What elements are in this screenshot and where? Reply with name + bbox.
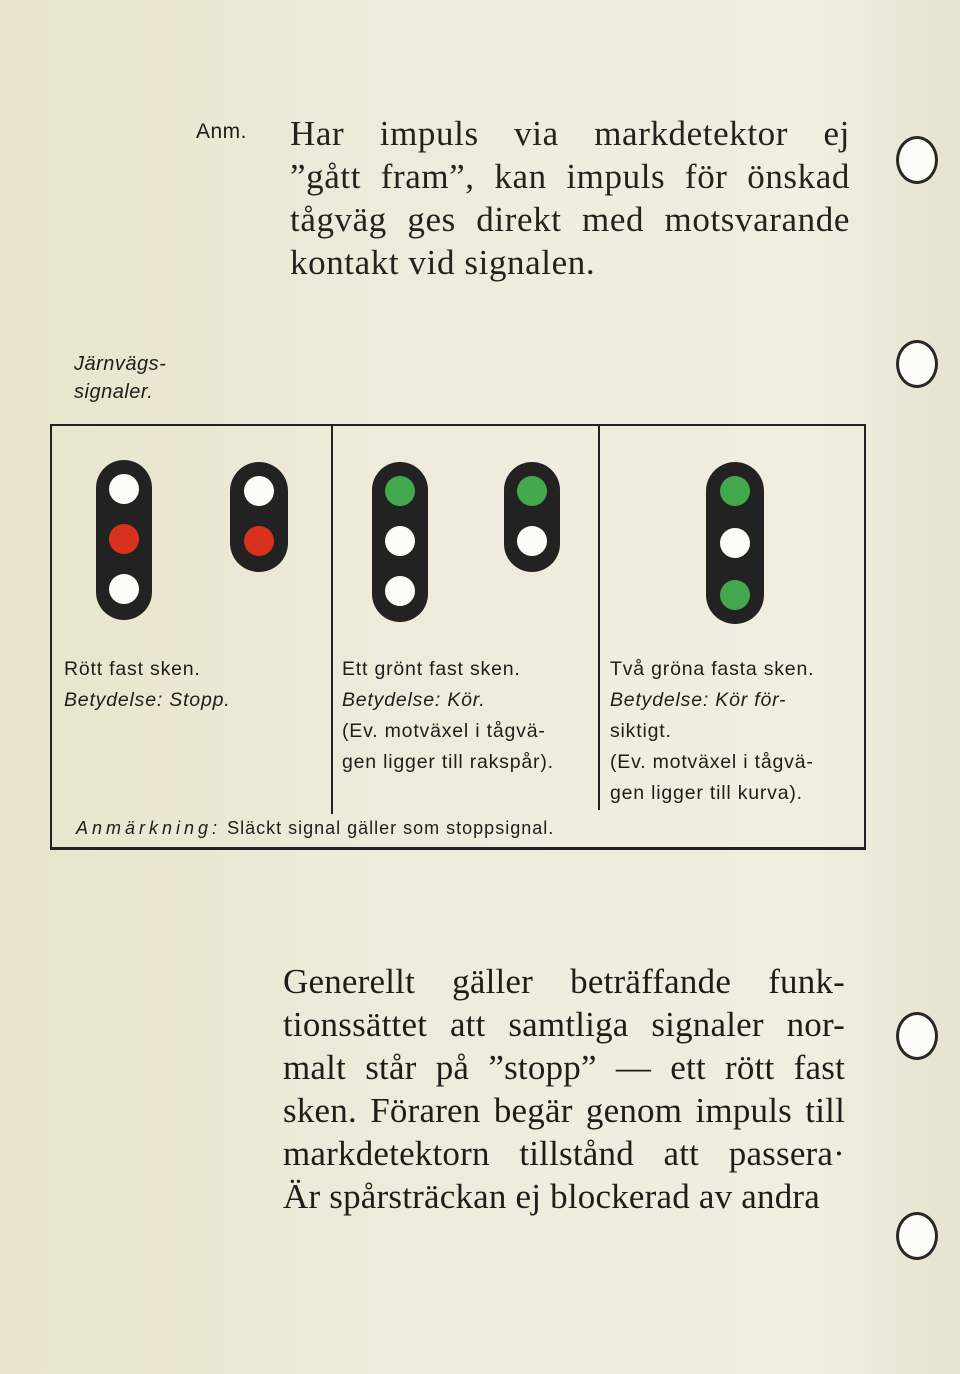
signal-two-light	[230, 462, 288, 572]
bottom-paragraph	[283, 960, 845, 1218]
signal-lamp	[244, 476, 274, 506]
signal-lamp	[244, 526, 274, 556]
note-lead: Anmärkning:	[76, 818, 222, 838]
anm-label: Anm.	[196, 120, 248, 143]
top-paragraph-line: Har impuls via markdetektor ej	[290, 114, 850, 153]
signal-caption	[64, 654, 230, 716]
caption-line: (Ev. motväxel i tågvä-	[342, 720, 546, 742]
signal-lamp	[517, 476, 547, 506]
caption-line: Ett grönt fast sken.	[342, 658, 521, 680]
caption-line: Rött fast sken.	[64, 658, 201, 680]
bottom-paragraph-line: malt står på ”stopp” — ett rött fast	[283, 1048, 845, 1087]
side-heading	[74, 350, 166, 406]
signal-lamp	[109, 474, 139, 504]
signal-caption	[342, 654, 554, 778]
caption-meaning: Betydelse: Stopp.	[64, 689, 231, 711]
top-paragraph-line: tågväg ges direkt med motsvarande	[290, 200, 850, 239]
signal-caption	[610, 654, 814, 809]
bottom-paragraph-line: Generellt gäller beträffande funk-	[283, 962, 845, 1001]
signal-lamp	[720, 528, 750, 558]
signal-lamp	[720, 476, 750, 506]
binder-hole	[896, 1012, 938, 1060]
signal-three-light	[96, 460, 152, 620]
bottom-paragraph-line: Är spårsträckan ej blockerad av andra	[283, 1177, 820, 1216]
signal-lamp	[517, 526, 547, 556]
signal-three-light	[706, 462, 764, 624]
signal-two-light	[504, 462, 560, 572]
column-divider	[331, 426, 333, 814]
bottom-paragraph-line: markdetektorn tillstånd att passera·	[283, 1134, 845, 1173]
side-heading-line: signaler.	[74, 381, 154, 403]
caption-meaning: Betydelse: Kör.	[342, 689, 486, 711]
caption-line: siktigt.	[610, 720, 672, 742]
caption-line: gen ligger till kurva).	[610, 782, 803, 804]
binder-hole	[896, 1212, 938, 1260]
signal-lamp	[109, 524, 139, 554]
top-paragraph	[290, 112, 850, 284]
top-paragraph-line: kontakt vid signalen.	[290, 243, 596, 282]
signal-lamp	[385, 526, 415, 556]
note-text: Släckt signal gäller som stoppsignal.	[227, 818, 555, 838]
signal-lamp	[385, 576, 415, 606]
binder-hole	[896, 340, 938, 388]
signal-lamp	[109, 574, 139, 604]
bottom-paragraph-line: sken. Föraren begär genom impuls till	[283, 1091, 845, 1130]
signal-lamp	[720, 580, 750, 610]
top-paragraph-line: ”gått fram”, kan impuls för önskad	[290, 157, 850, 196]
signal-three-light	[372, 462, 428, 622]
caption-line: gen ligger till rakspår).	[342, 751, 554, 773]
caption-meaning: Betydelse: Kör för-	[610, 689, 787, 711]
caption-line: (Ev. motväxel i tågvä-	[610, 751, 814, 773]
signal-note	[76, 818, 554, 839]
caption-line: Två gröna fasta sken.	[610, 658, 815, 680]
column-divider	[598, 426, 600, 810]
bottom-paragraph-line: tionssättet att samtliga signaler nor-	[283, 1005, 845, 1044]
signal-table	[50, 424, 866, 850]
signal-lamp	[385, 476, 415, 506]
binder-hole	[896, 136, 938, 184]
side-heading-line: Järnvägs-	[74, 353, 167, 375]
